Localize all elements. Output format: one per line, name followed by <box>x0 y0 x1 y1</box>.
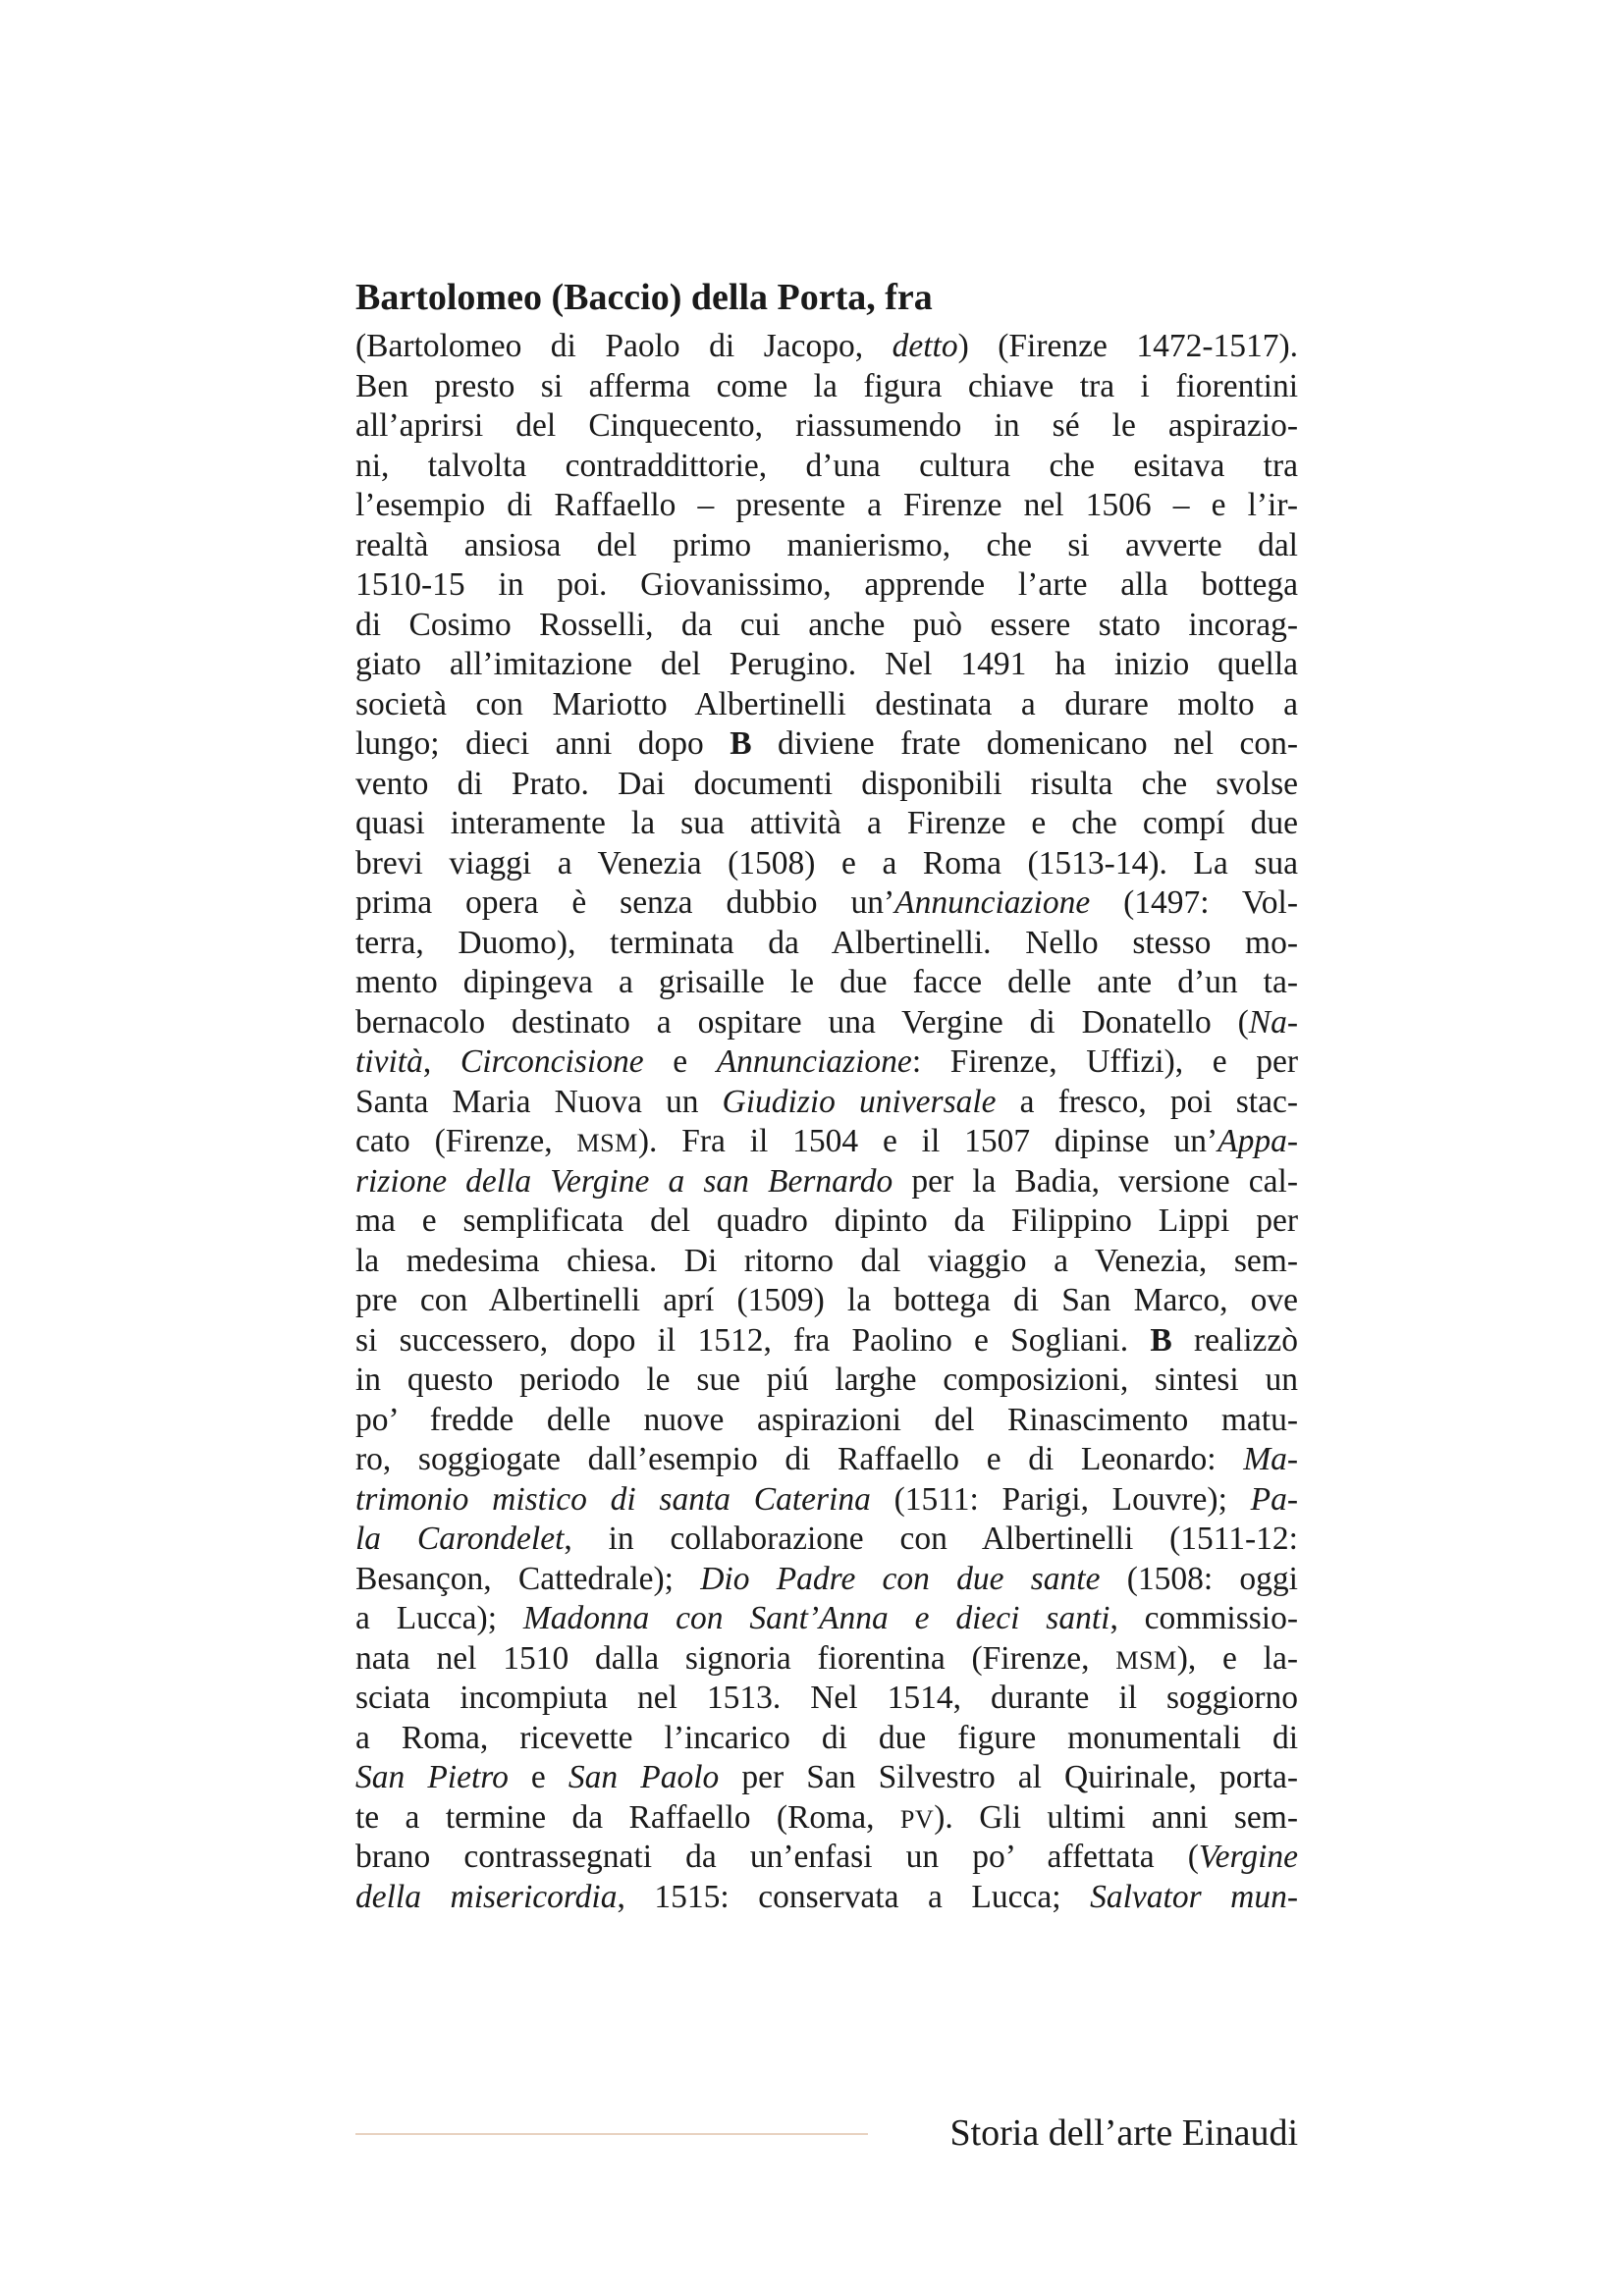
italic-text: Annunciazione <box>894 884 1091 921</box>
italic-text: San Pietro <box>355 1759 509 1795</box>
italic-text: della misericordia <box>355 1878 618 1915</box>
text-line <box>355 1878 1298 1918</box>
text-line <box>355 1401 1298 1441</box>
text-line <box>355 645 1298 685</box>
text-line <box>355 486 1298 526</box>
italic-text: Annunciazione <box>716 1043 912 1080</box>
text-line <box>355 1042 1298 1083</box>
text-line <box>355 1281 1298 1321</box>
entry-title: Bartolomeo (Baccio) della Porta, fra <box>355 277 933 318</box>
text-run: sciata incompiuta nel 1513. Nel 1514, durante il soggiorno <box>355 1680 1298 1716</box>
text-line <box>355 1480 1298 1521</box>
text-run: a fresco, poi stac- <box>996 1083 1298 1120</box>
text-line <box>355 844 1298 884</box>
text-run: ro, soggiogate dall’esempio di Raffaello e di Leonardo: <box>355 1441 1244 1477</box>
text-run: (1511: Parigi, Louvre); <box>870 1480 1251 1518</box>
text-run: per San Silvestro al Quirinale, porta- <box>719 1759 1298 1795</box>
text-run: ma e semplificata del quadro dipinto da Filippino Lippi per <box>355 1202 1298 1239</box>
text-run: di Cosimo Rosselli, da cui anche può essere stato incorag- <box>355 606 1298 643</box>
text-line <box>355 1201 1298 1242</box>
text-line <box>355 685 1298 725</box>
text-run: ni, talvolta contraddittorie, d’una cultura che esitava tra <box>355 447 1298 484</box>
bold-text: B <box>1150 1321 1172 1359</box>
text-run: giato all’imitazione del Perugino. Nel 1491 ha inizio quella <box>355 646 1298 682</box>
text-run: ) (Firenze 1472-1517). <box>957 328 1298 364</box>
text-line <box>355 924 1298 964</box>
text-run: pre con Albertinelli aprí (1509) la bottega di San Marco, ove <box>355 1282 1298 1318</box>
text-line <box>355 565 1298 606</box>
text-line <box>355 406 1298 447</box>
italic-text: tività <box>355 1043 423 1080</box>
italic-text: trimonio mistico di santa Caterina <box>355 1480 871 1518</box>
text-line <box>355 526 1298 566</box>
italic-text: Na- <box>1248 1003 1298 1041</box>
text-run: nata nel 1510 dalla signoria fiorentina (Firenze, <box>355 1639 1116 1677</box>
text-line <box>355 1003 1298 1043</box>
text-run: lungo; dieci anni dopo <box>355 725 730 762</box>
text-run: ), e la- <box>1176 1639 1298 1677</box>
text-run: : Firenze, Uffizi), e per <box>911 1043 1298 1080</box>
text-run: (1497: Vol- <box>1090 884 1298 921</box>
text-run: l’esempio di Raffaello – presente a Firenze nel 1506 – e l’ir- <box>355 487 1298 523</box>
text-line <box>355 1838 1298 1878</box>
text-run: ). Fra il 1504 e il 1507 dipinse un’ <box>637 1123 1218 1159</box>
text-run: ). Gli ultimi anni sem- <box>934 1798 1298 1836</box>
text-run: Santa Maria Nuova un <box>355 1083 723 1120</box>
bold-text: B <box>730 725 752 762</box>
small-caps-text: PV <box>899 1804 935 1834</box>
text-line <box>355 1162 1298 1202</box>
text-line <box>355 1361 1298 1401</box>
italic-text: Circoncisione <box>460 1043 644 1080</box>
text-run: realizzò <box>1171 1321 1298 1359</box>
text-run: mento dipingeva a grisaille le due facce delle ante d’un ta- <box>355 964 1298 1000</box>
text-line <box>355 367 1298 407</box>
text-run: (Bartolomeo di Paolo di Jacopo, <box>355 328 893 364</box>
entry-body <box>355 327 1298 1917</box>
text-line <box>355 1321 1298 1362</box>
text-line <box>355 1083 1298 1123</box>
footer-publication: Storia dell’arte Einaudi <box>949 2112 1298 2154</box>
text-line <box>355 1599 1298 1639</box>
italic-text: Giudizio universale <box>722 1083 997 1120</box>
text-run: cato (Firenze, <box>355 1123 577 1159</box>
text-run: all’aprirsi del Cinquecento, riassumendo in sé le aspirazio- <box>355 407 1298 444</box>
text-run: Ben presto si afferma come la figura chiave tra i fiorentini <box>355 367 1298 404</box>
small-caps-text: MSM <box>1115 1645 1177 1675</box>
text-run: e <box>643 1043 717 1080</box>
footer-rule <box>355 2133 868 2135</box>
text-run: terra, Duomo), terminata da Albertinelli. Nello stesso mo- <box>355 924 1298 961</box>
text-run: , 1515: conservata a Lucca; <box>617 1878 1091 1915</box>
text-run: realtà ansiosa del primo manierismo, che si avverte dal <box>355 526 1298 563</box>
text-run: e <box>508 1759 568 1795</box>
text-run: po’ fredde delle nuove aspirazioni del Rinascimento matu- <box>355 1401 1298 1438</box>
text-run: te a termine da Raffaello (Roma, <box>355 1798 900 1836</box>
text-run: bernacolo destinato a ospitare una Vergine di Donatello ( <box>355 1003 1249 1041</box>
text-line <box>355 804 1298 844</box>
text-line <box>355 1560 1298 1600</box>
text-line <box>355 724 1298 765</box>
text-run: , in collaborazione con Albertinelli (1511-12: <box>564 1521 1298 1557</box>
italic-text: detto <box>892 328 958 364</box>
text-run: a Roma, ricevette l’incarico di due figure monumentali di <box>355 1719 1298 1756</box>
text-line <box>355 1242 1298 1282</box>
text-line <box>355 1520 1298 1560</box>
text-line <box>355 1440 1298 1480</box>
text-line <box>355 1758 1298 1798</box>
italic-text: San Paolo <box>568 1759 720 1795</box>
text-run: società con Mariotto Albertinelli destinata a durare molto a <box>355 685 1298 722</box>
italic-text: Salvator mun- <box>1090 1878 1298 1915</box>
text-run: la medesima chiesa. Di ritorno dal viaggio a Venezia, sem- <box>355 1242 1298 1279</box>
small-caps-text: MSM <box>576 1129 638 1157</box>
italic-text: Pa- <box>1250 1480 1298 1518</box>
italic-text: rizione della Vergine a san Bernardo <box>355 1162 893 1200</box>
text-run: quasi interamente la sua attività a Firenze e che compí due <box>355 805 1298 841</box>
text-run: 1510-15 in poi. Giovanissimo, apprende l’arte alla bottega <box>355 566 1298 603</box>
text-line <box>355 1679 1298 1719</box>
text-run: brano contrassegnati da un’enfasi un po’ affettata ( <box>355 1839 1199 1875</box>
text-run: brevi viaggi a Venezia (1508) e a Roma (1513-14). La sua <box>355 844 1298 881</box>
text-line <box>355 1639 1298 1680</box>
text-run: vento di Prato. Dai documenti disponibili risulta che svolse <box>355 765 1298 802</box>
italic-text: Dio Padre con due sante <box>700 1560 1101 1597</box>
text-run: per la Badia, versione cal- <box>893 1162 1298 1200</box>
italic-text: Appa- <box>1217 1123 1298 1159</box>
text-line <box>355 1719 1298 1759</box>
text-line <box>355 447 1298 487</box>
text-run: a Lucca); <box>355 1600 523 1636</box>
text-run: Besançon, Cattedrale); <box>355 1560 701 1597</box>
text-run: , <box>422 1043 460 1080</box>
text-run: si successero, dopo il 1512, fra Paolino e Sogliani. <box>355 1321 1151 1359</box>
text-line <box>355 765 1298 805</box>
text-line <box>355 327 1298 367</box>
italic-text: Vergine <box>1198 1839 1298 1875</box>
text-run: diviene frate domenicano nel con- <box>751 725 1298 762</box>
text-run: prima opera è senza dubbio un’ <box>355 884 895 921</box>
text-run: in questo periodo le sue piú larghe composizioni, sintesi un <box>355 1362 1298 1398</box>
text-line <box>355 606 1298 646</box>
text-line <box>355 1798 1298 1839</box>
italic-text: la Carondelet <box>355 1521 565 1557</box>
text-run: (1508: oggi <box>1100 1560 1298 1597</box>
text-line <box>355 963 1298 1003</box>
text-line <box>355 1122 1298 1162</box>
text-line <box>355 883 1298 924</box>
italic-text: Madonna con Sant’Anna e dieci santi <box>522 1600 1110 1636</box>
italic-text: Ma- <box>1243 1441 1298 1477</box>
text-run: , commissio- <box>1109 1600 1298 1636</box>
